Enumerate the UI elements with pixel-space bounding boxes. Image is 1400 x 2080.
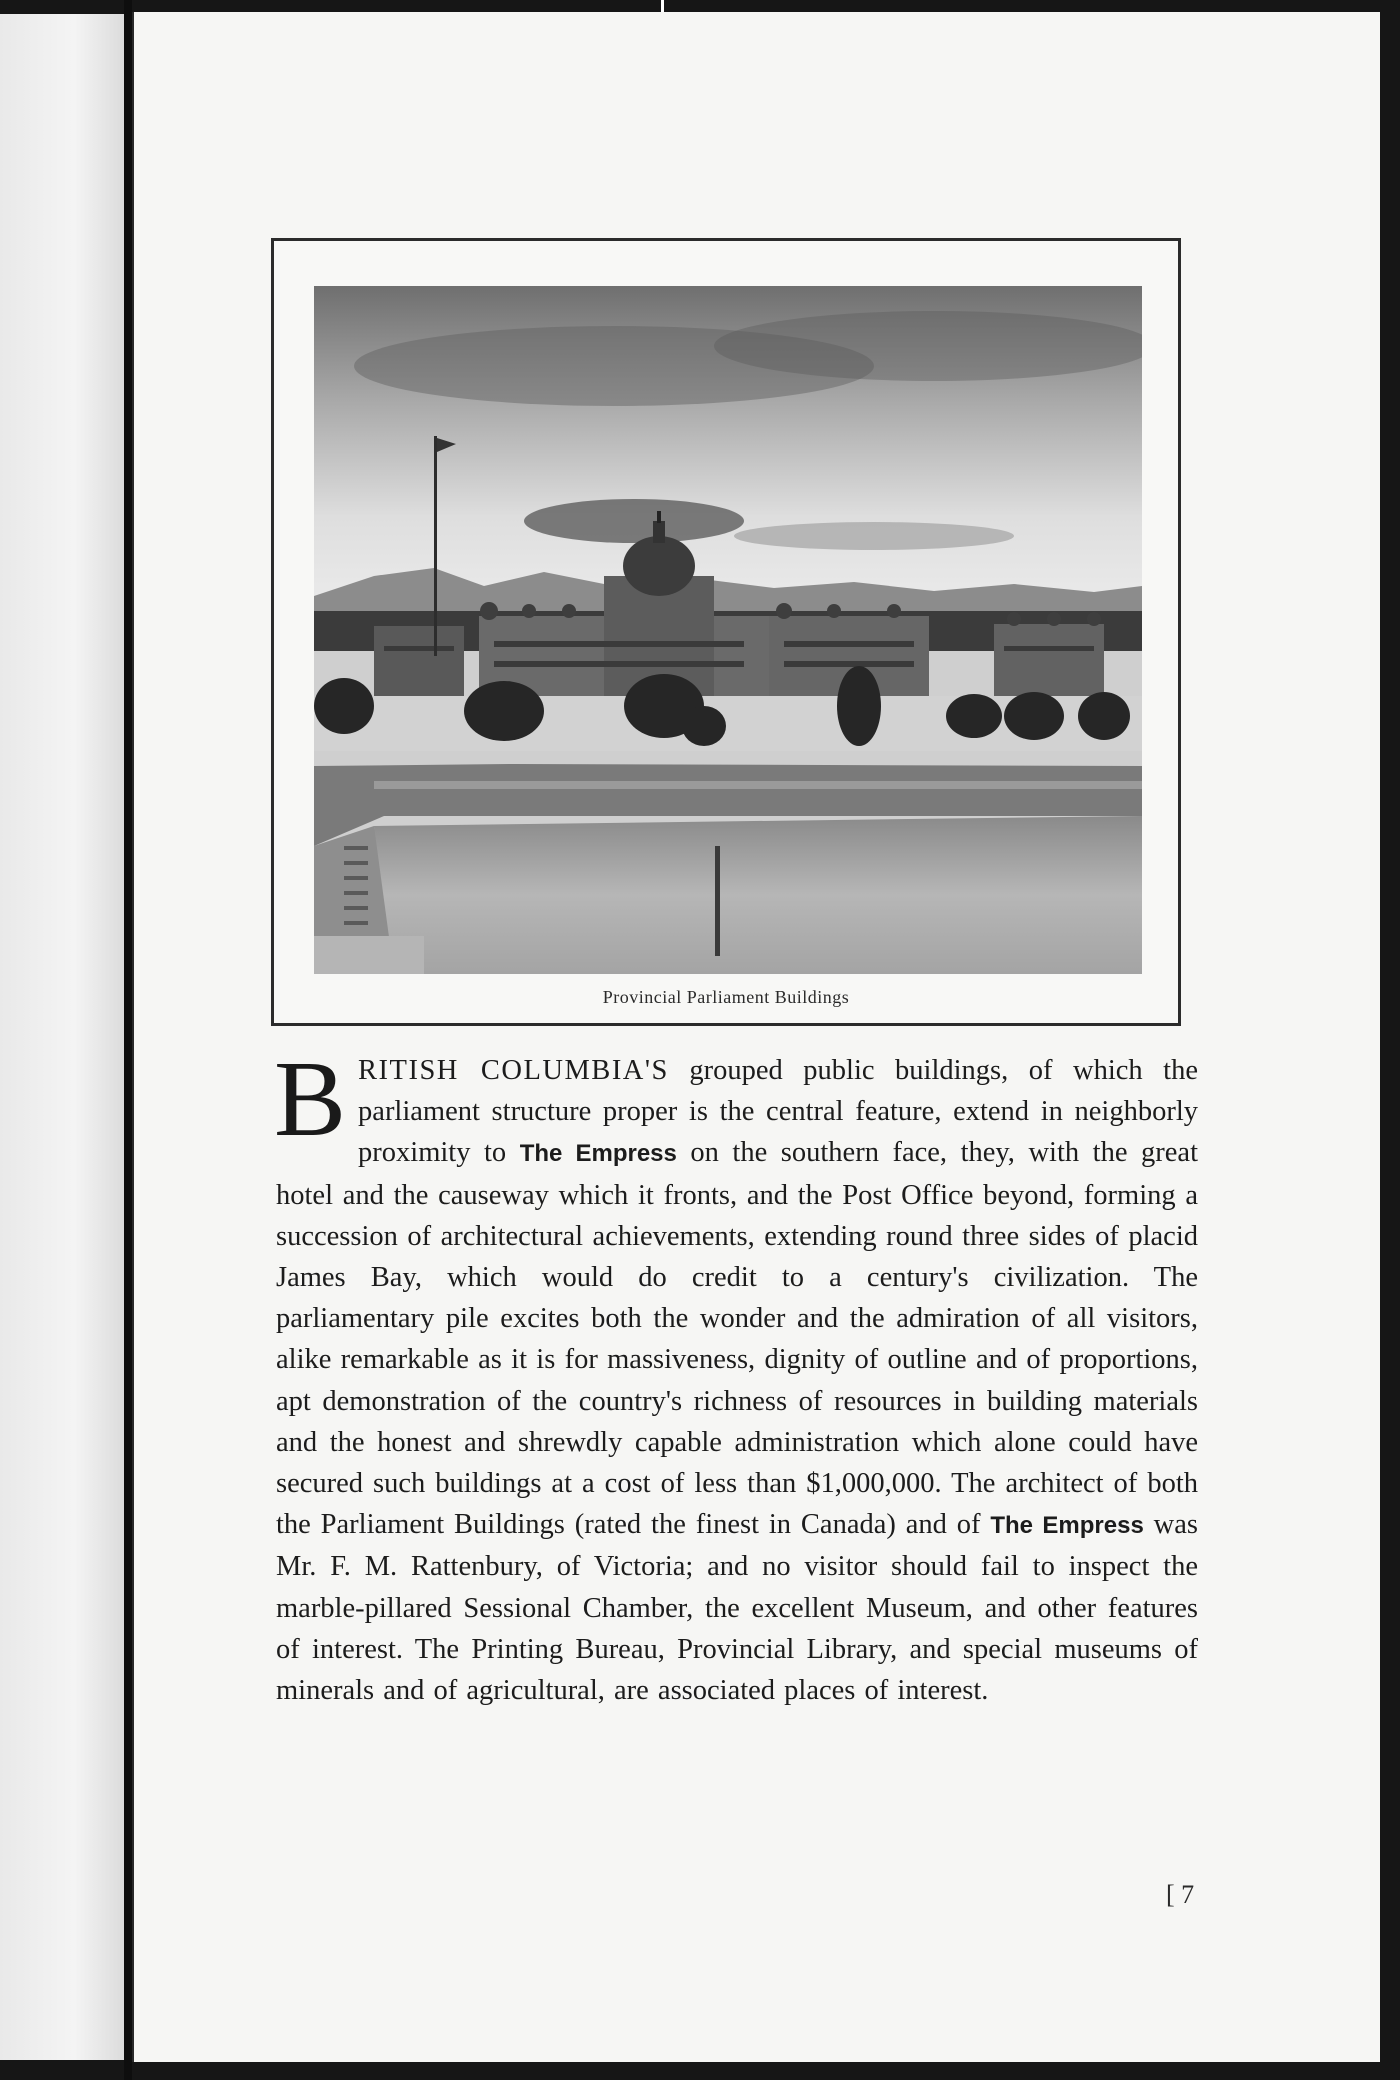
body-text-2: on the southern face, they, with the great hotel and the causeway which it fronts, and the Post Office beyond, forming a succession of architectural achievements, extending round three sides of placid James Bay, which would do credit to a century's civilization. The parliamentary pile excites both the wonder and the admiration of all visitors, alike remarkable as it is for massiveness, dignity of outline and of proportions, apt demonstration of the country's richness of resources in building materials and the honest and shrewdly capable administration which alone could have secured such buildings at a cost of less than $1,000,000. The architect of both the Parliament Buildings (rated the finest in Canada) and of [276, 1137, 1198, 1541]
brand-name: The Empress [990, 1512, 1144, 1540]
body-text-3: was Mr. F. M. Rattenbury, of Victoria; and no visitor should fail to inspect the marble-pillared Sessional Chamber, the excellent Museum, and other features of interest. The Printing Bureau, Provincial Library, and special museums of minerals and of agricultural, are associated places of interest. [276, 1509, 1198, 1707]
body-text-1: grouped public buildings, of which the parliament structure proper is the central feature, extend in neighborly proximity to [358, 1055, 1198, 1169]
photo-caption: Provincial Parliament Buildings [602, 987, 850, 1007]
lead-caps: RITISH COLUMBIA'S [358, 1055, 669, 1086]
left-page-edge [0, 14, 124, 2060]
book-page [132, 12, 1380, 2062]
article-body [274, 1040, 1198, 1711]
book-gutter [124, 0, 132, 2080]
page-number: [ 7 [1166, 1880, 1195, 1909]
drop-cap: B [274, 1040, 347, 1159]
parliament-photo [314, 286, 1142, 974]
photo-plate [271, 238, 1181, 1026]
brand-name: The Empress [519, 1140, 677, 1168]
